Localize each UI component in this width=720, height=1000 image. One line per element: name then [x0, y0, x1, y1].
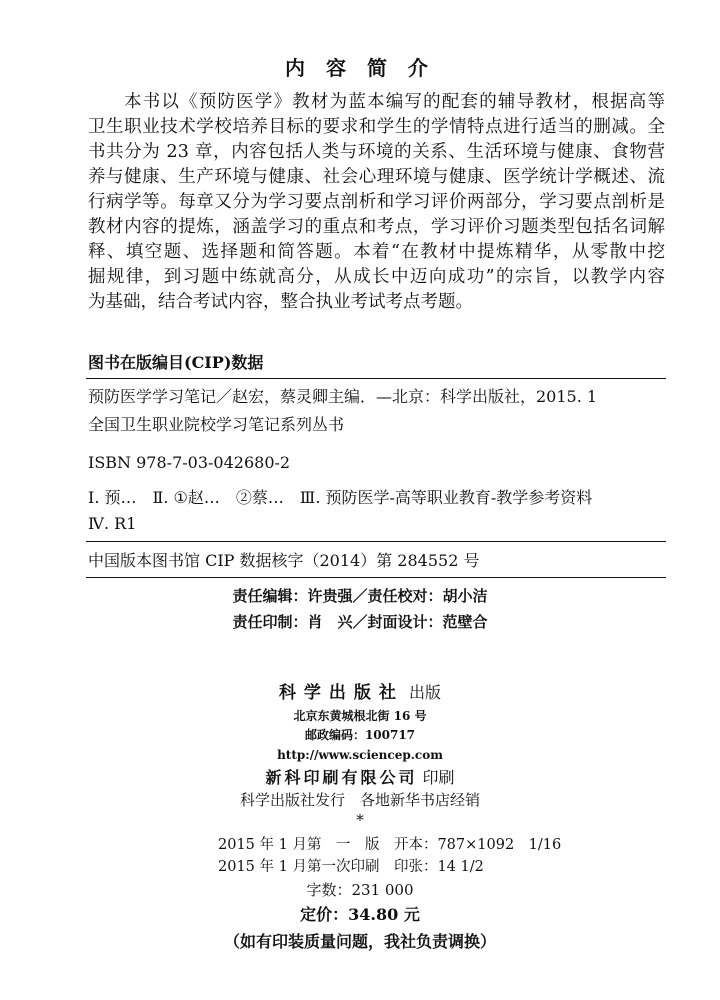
quality-notice: （如有印装质量问题，我社负责调换）	[223, 932, 496, 951]
cip-series: 全国卫生职业院校学习笔记系列丛书	[88, 415, 345, 434]
credits-production: 责任印制：肖 兴／封面设计：范壁合	[232, 613, 488, 631]
word-count: 字数：231 000	[306, 881, 414, 899]
intro-line: 释、填空题、选择题和简答题。本着“在教材中提炼精华，从零散中挖	[88, 242, 665, 262]
intro-line: 行病学等。每章又分为学习要点剖析和学习评价两部分，学习要点剖析是	[88, 192, 665, 212]
cip-classification: Ⅰ. 预… Ⅱ. ①赵… ②蔡… Ⅲ. 预防医学-高等职业教育-教学参考资料	[88, 488, 593, 507]
intro-line: 书共分为 23 章，内容包括人类与环境的关系、生活环境与健康、食物营	[88, 142, 665, 162]
edition-line: 2015 年 1 月第 一 版 开本：787×1092 1/16	[218, 837, 562, 853]
publisher-url: http://www.sciencep.com	[277, 748, 443, 762]
separator-asterisk: *	[356, 811, 364, 829]
publisher-name: 科学出版社	[278, 683, 404, 703]
intro-line: 掘规律，到习题中练就高分，从成长中迈向成功”的宗旨，以教学内容	[88, 267, 665, 287]
distribution-line: 科学出版社发行 各地新华书店经销	[239, 791, 480, 809]
printer-name: 新科印刷有限公司	[265, 768, 418, 787]
cip-number: 中国版本图书馆 CIP 数据核字（2014）第 284552 号	[88, 551, 480, 570]
cip-bottom-rule	[86, 577, 666, 578]
intro-line: 教材内容的提炼，涵盖学习的重点和考点，学习评价习题类型包括名词解	[88, 217, 665, 237]
cip-citation: 预防医学学习笔记／赵宏，蔡灵卿主编．—北京：科学出版社，2015. 1	[88, 387, 598, 406]
price: 定价：34.80 元	[300, 905, 420, 924]
intro-line: 为基础，结合考试内容，整合执业考试考点考题。	[88, 292, 473, 312]
intro-title: 内 容 简 介	[285, 56, 435, 80]
intro-paragraph	[88, 90, 665, 315]
publisher-line	[0, 681, 720, 705]
intro-line: 卫生职业技术学校培养目标的要求和学生的学情特点进行适当的删减。全	[88, 117, 665, 137]
cip-heading: 图书在版编目(CIP)数据	[88, 353, 264, 372]
intro-line: 养与健康、生产环境与健康、社会心理环境与健康、医学统计学概述、流	[88, 167, 665, 187]
printer-line	[0, 767, 720, 789]
credits-editors: 责任编辑：许贵强／责任校对：胡小洁	[232, 587, 488, 605]
printer-suffix: 印刷	[422, 768, 455, 787]
publisher-address: 北京东黄城根北街 16 号	[293, 709, 427, 723]
publisher-postcode: 邮政编码：100717	[304, 728, 416, 742]
cip-isbn: ISBN 978-7-03-042680-2	[88, 453, 291, 472]
cip-classification-cont: Ⅳ. R1	[88, 514, 137, 533]
publisher-suffix: 出版	[409, 683, 442, 702]
cip-middle-rule	[86, 541, 666, 542]
impression-line: 2015 年 1 月第一次印刷 印张：14 1/2	[218, 859, 484, 875]
intro-line: 本书以《预防医学》教材为蓝本编写的配套的辅导教材，根据高等	[124, 92, 665, 112]
cip-top-rule	[86, 378, 666, 379]
